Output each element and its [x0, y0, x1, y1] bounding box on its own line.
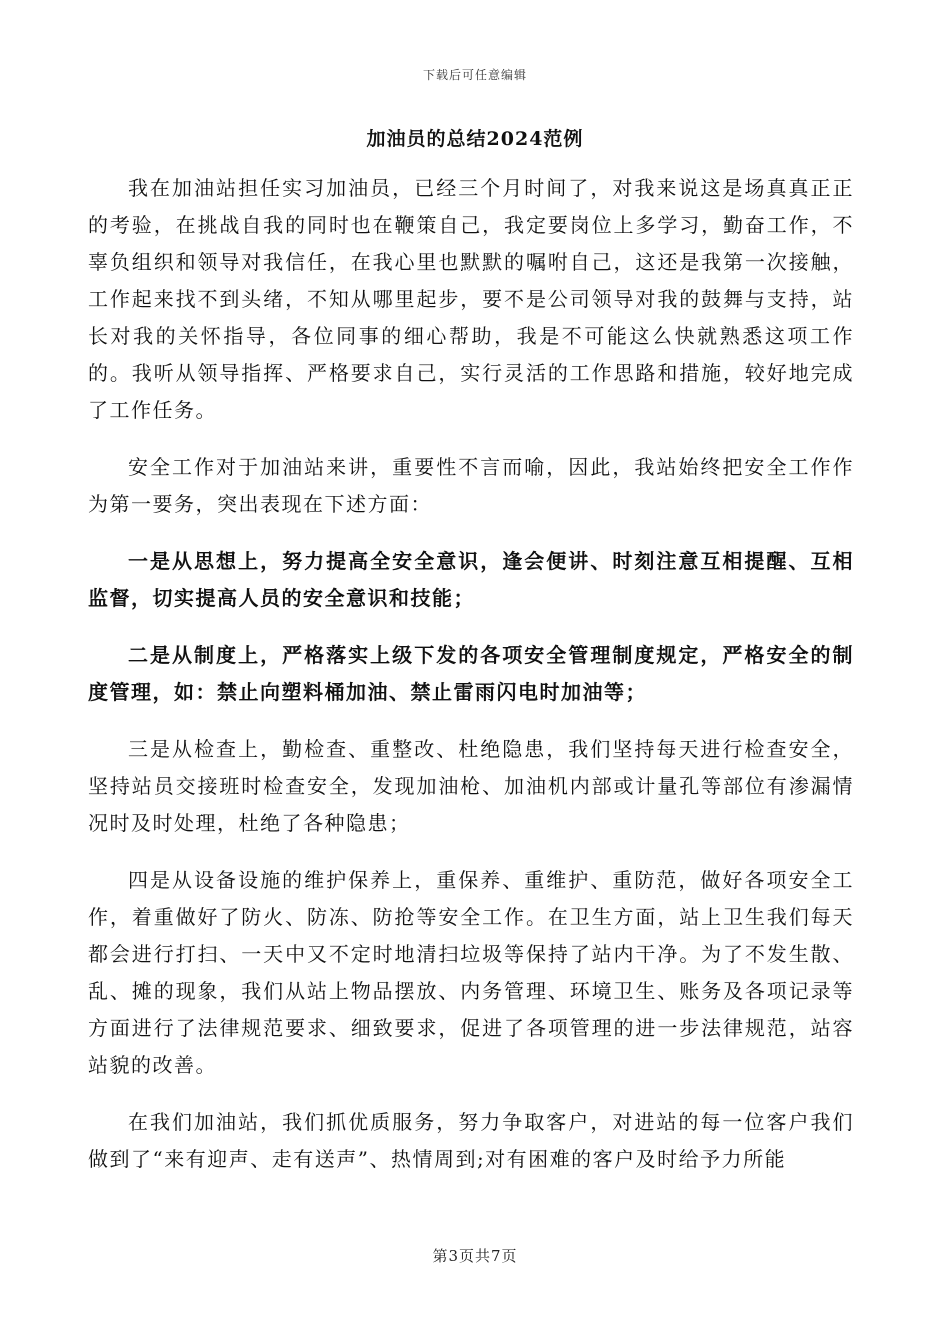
page-number: 第3页共7页 — [432, 1247, 518, 1265]
paragraph-point-four: 四是从设备设施的维护保养上，重保养、重维护、重防范，做好各项安全工作，着重做好了防火、防冻、防抢等安全工作。在卫生方面，站上卫生我们每天都会进行打扫、一天中又不定时地清扫垃圾等保持了站内干净。为了不发生散、乱、摊的现象，我们从站上物品摆放、内务管理、环境卫生、账务及各项记录等方面进行了法律规范要求、细致要求，促进了各项管理的进一步法律规范，站容站貌的改善。 — [88, 868, 854, 1077]
document-title: 加油员的总结2024范例 — [366, 128, 584, 150]
paragraph-point-three: 三是从检查上，勤检查、重整改、杜绝隐患，我们坚持每天进行检查安全，坚持站员交接班时检查安全，发现加油枪、加油机内部或计量孔等部位有渗漏情况时及时处理，杜绝了各种隐患； — [88, 737, 854, 835]
paragraph-safety-overview: 安全工作对于加油站来讲，重要性不言而喻，因此，我站始终把安全工作作为第一要务，突出表现在下述方面： — [88, 455, 854, 516]
paragraph-service: 在我们加油站，我们抓优质服务，努力争取客户，对进站的每一位客户我们做到了“来有迎声、走有送声”、热情周到;对有困难的客户及时给予力所能 — [88, 1110, 854, 1171]
paragraph-intro: 我在加油站担任实习加油员，已经三个月时间了，对我来说这是场真真正正的考验，在挑战自我的同时也在鞭策自己，我定要岗位上多学习，勤奋工作，不辜负组织和领导对我信任，在我心里也默默的嘱咐自己，这还是我第一次接触，工作起来找不到头绪，不知从哪里起步，要不是公司领导对我的鼓舞与支持，站长对我的关怀指导，各位同事的细心帮助，我是不可能这么快就熟悉这项工作的。我听从领导指挥、严格要求自己，实行灵活的工作思路和措施，较好地完成了工作任务。 — [88, 176, 854, 422]
paragraph-point-two: 二是从制度上，严格落实上级下发的各项安全管理制度规定，严格安全的制度管理，如：禁止向塑料桶加油、禁止雷雨闪电时加油等； — [88, 643, 854, 704]
paragraph-point-one: 一是从思想上，努力提高全安全意识，逢会便讲、时刻注意互相提醒、互相监督，切实提高人员的安全意识和技能； — [88, 549, 854, 610]
document-body — [88, 170, 854, 1198]
page-header-note: 下载后可任意编辑 — [422, 68, 527, 82]
